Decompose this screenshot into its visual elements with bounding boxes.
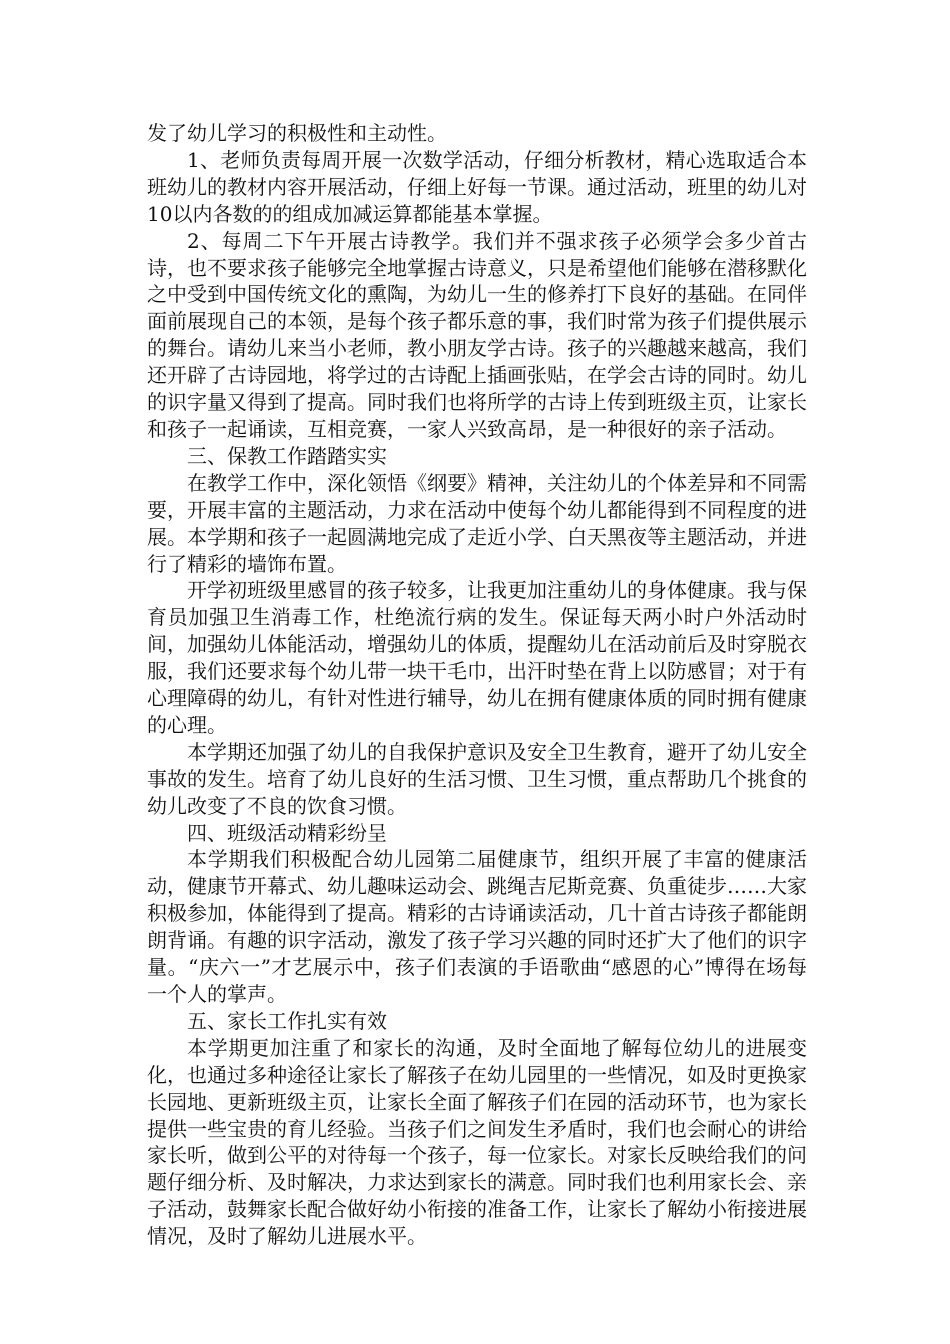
paragraph-health: 开学初班级里感冒的孩子较多，让我更加注重幼儿的身体健康。我与保育员加强卫生消毒工作，杜绝流行病的发生。保证每天两小时户外活动时间，加强幼儿体能活动，增强幼儿的体质，提醒幼儿在活动前后及时穿脱衣服，我们还要求每个幼儿带一块干毛巾，出汗时垫在背上以防感冒；对于有心理障碍的幼儿，有针对性进行辅导，幼儿在拥有健康体质的同时拥有健康的心理。 xyxy=(147,578,807,737)
section-heading-4: 四、班级活动精彩纷呈 xyxy=(187,820,387,845)
paragraph-poetry-teaching: 2、每周二下午开展古诗教学。我们并不强求孩子必须学会多少首古诗，也不要求孩子能够完全地掌握古诗意义，只是希望他们能够在潜移默化之中受到中国传统文化的熏陶，为幼儿一生的修养打下良好的基础。在同伴面前展现自己的本领，是每个孩子都乐意的事，我们时常为孩子们提供展示的舞台。请幼儿来当小老师，教小朋友学古诗。孩子的兴趣越来越高，我们还开辟了古诗园地，将学过的古诗配上插画张贴，在学会古诗的同时。幼儿的识字量又得到了提高。同时我们也将所学的古诗上传到班级主页，让家长和孩子一起诵读，互相竞赛，一家人兴致高昂，是一种很好的亲子活动。 xyxy=(147,228,807,441)
paragraph-math-activity: 1、老师负责每周开展一次数学活动，仔细分析教材，精心选取适合本班幼儿的教材内容开展活动，仔细上好每一节课。通过活动，班里的幼儿对10以内各数的的组成加减运算都能基本掌握。 xyxy=(147,147,807,226)
section-heading-5: 五、家长工作扎实有效 xyxy=(187,1008,387,1033)
paragraph-continuation: 发了幼儿学习的积极性和主动性。 xyxy=(147,121,447,145)
paragraph-parent-work: 本学期更加注重了和家长的沟通，及时全面地了解每位幼儿的进展变化，也通过多种途径让家长了解孩子在幼儿园里的一些情况，如及时更换家长园地、更新班级主页，让家长全面了解孩子们在园的活动环节，也为家长提供一些宝贵的育儿经验。当孩子们之间发生矛盾时，我们也会耐心的讲给家长听，做到公平的对待每一个孩子，每一位家长。对家长反映给我们的问题仔细分析、及时解决，力求达到家长的满意。同时我们也利用家长会、亲子活动，鼓舞家长配合做好幼小衔接的准备工作，让家长了解幼小衔接进展情况，及时了解幼儿进展水平。 xyxy=(147,1035,807,1249)
paragraph-safety: 本学期还加强了幼儿的自我保护意识及安全卫生教育，避开了幼儿安全事故的发生。培育了幼儿良好的生活习惯、卫生习惯，重点帮助几个挑食的幼儿改变了不良的饮食习惯。 xyxy=(147,739,807,818)
paragraph-class-activities: 本学期我们积极配合幼儿园第二届健康节，组织开展了丰富的健康活动，健康节开幕式、幼儿趣味运动会、跳绳吉尼斯竞赛、负重徒步……大家积极参加，体能得到了提高。精彩的古诗诵读活动，几十首古诗孩子都能朗朗背诵。有趣的识字活动，激发了孩子学习兴趣的同时还扩大了他们的识字量。“庆六一”才艺展示中，孩子们表演的手语歌曲“感恩的心”博得在场每一个人的掌声。 xyxy=(147,847,807,1006)
paragraph-teaching-work: 在教学工作中，深化领悟《纲要》精神，关注幼儿的个体差异和不同需要，开展丰富的主题活动，力求在活动中使每个幼儿都能得到不同程度的进展。本学期和孩子一起圆满地完成了走近小学、白天黑夜等主题活动，并进行了精彩的墙饰布置。 xyxy=(147,470,807,576)
section-heading-3: 三、保教工作踏踏实实 xyxy=(187,443,387,468)
document-body xyxy=(147,120,807,1250)
